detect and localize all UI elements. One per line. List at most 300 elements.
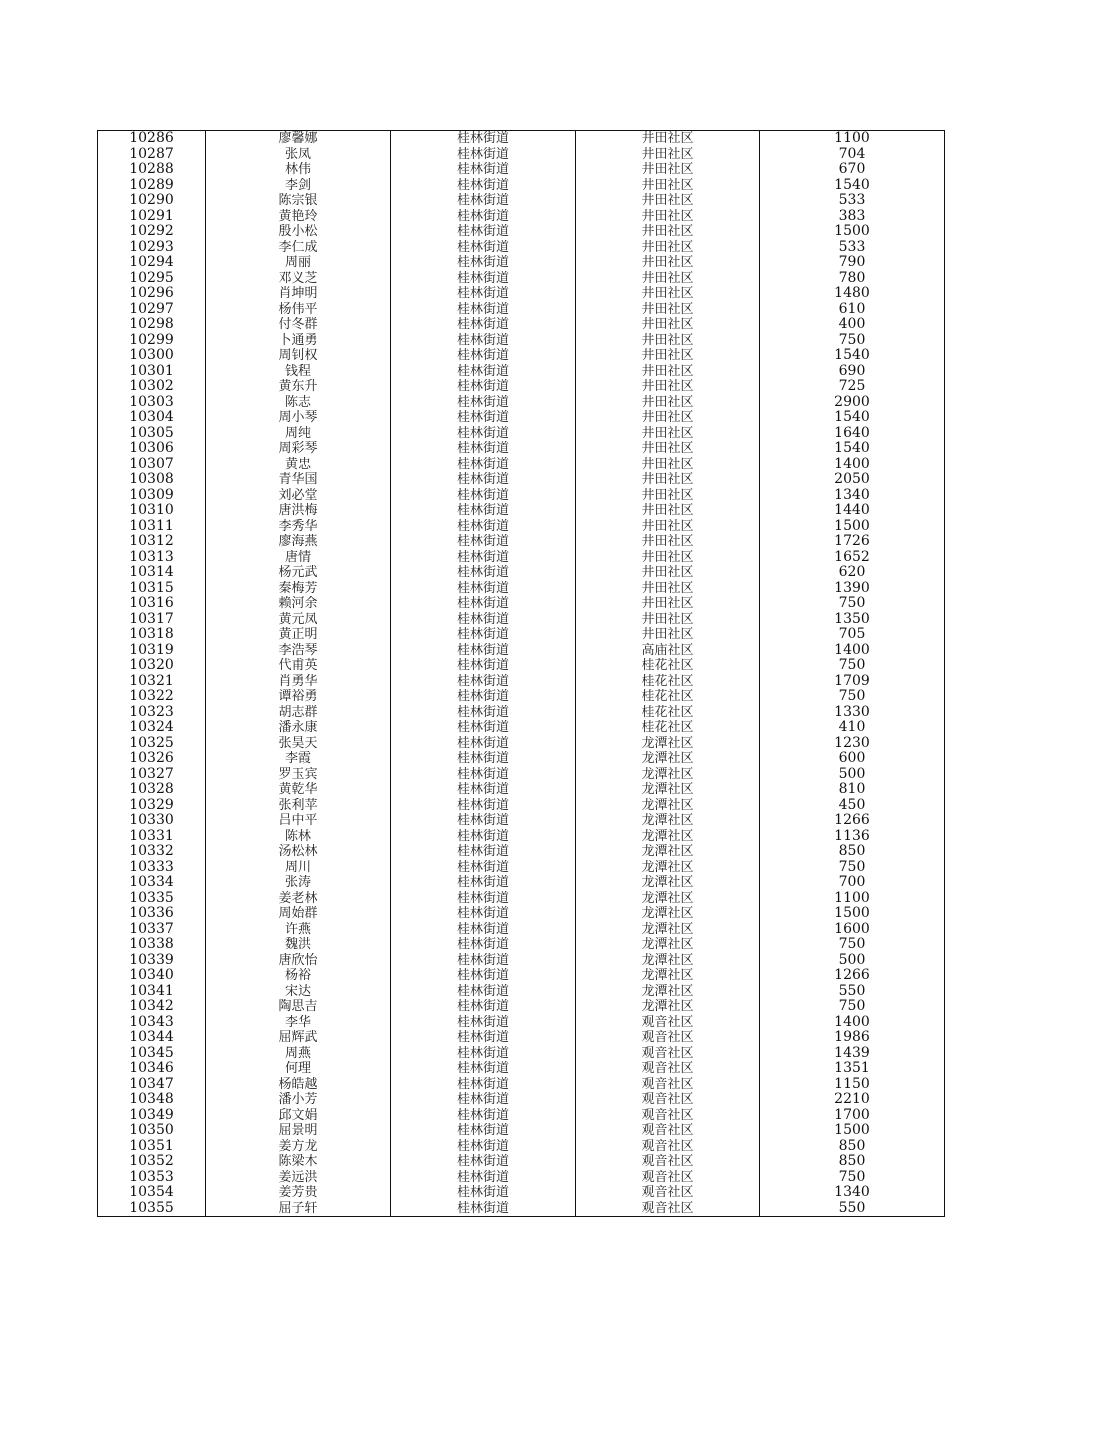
community-cell: 井田社区: [576, 519, 760, 535]
community-cell: 龙潭社区: [576, 782, 760, 798]
name-cell: 青华国: [206, 472, 391, 488]
amount-cell: 750: [760, 860, 945, 876]
row-id-cell: 10349: [98, 1108, 206, 1124]
table-row: [98, 410, 945, 426]
row-id-cell: 10353: [98, 1170, 206, 1186]
table-row: [98, 534, 945, 550]
table-row: [98, 1092, 945, 1108]
row-id-cell: 10343: [98, 1015, 206, 1031]
row-id-cell: 10306: [98, 441, 206, 457]
table-row: [98, 1201, 945, 1217]
name-cell: 李剑: [206, 178, 391, 194]
community-cell: 桂花社区: [576, 720, 760, 736]
name-cell: 钱程: [206, 364, 391, 380]
row-id-cell: 10326: [98, 751, 206, 767]
street-cell: 桂林街道: [391, 178, 576, 194]
amount-cell: 1500: [760, 1123, 945, 1139]
community-cell: 井田社区: [576, 317, 760, 333]
street-cell: 桂林街道: [391, 581, 576, 597]
amount-cell: 2050: [760, 472, 945, 488]
street-cell: 桂林街道: [391, 736, 576, 752]
amount-cell: 690: [760, 364, 945, 380]
amount-cell: 533: [760, 240, 945, 256]
community-cell: 龙潭社区: [576, 891, 760, 907]
row-id-cell: 10347: [98, 1077, 206, 1093]
street-cell: 桂林街道: [391, 705, 576, 721]
amount-cell: 1390: [760, 581, 945, 597]
community-cell: 井田社区: [576, 271, 760, 287]
community-cell: 桂花社区: [576, 689, 760, 705]
table-row: [98, 364, 945, 380]
amount-cell: 700: [760, 875, 945, 891]
name-cell: 黄元凤: [206, 612, 391, 628]
community-cell: 井田社区: [576, 131, 760, 147]
amount-cell: 850: [760, 844, 945, 860]
table-row: [98, 612, 945, 628]
street-cell: 桂林街道: [391, 906, 576, 922]
row-id-cell: 10332: [98, 844, 206, 860]
street-cell: 桂林街道: [391, 829, 576, 845]
table-row: [98, 178, 945, 194]
amount-cell: 1350: [760, 612, 945, 628]
name-cell: 黄艳玲: [206, 209, 391, 225]
name-cell: 唐洪梅: [206, 503, 391, 519]
name-cell: 邓义芝: [206, 271, 391, 287]
row-id-cell: 10310: [98, 503, 206, 519]
community-cell: 观音社区: [576, 1123, 760, 1139]
street-cell: 桂林街道: [391, 1185, 576, 1201]
table-row: [98, 1139, 945, 1155]
table-row: [98, 426, 945, 442]
table-row: [98, 131, 945, 147]
row-id-cell: 10290: [98, 193, 206, 209]
name-cell: 李秀华: [206, 519, 391, 535]
street-cell: 桂林街道: [391, 379, 576, 395]
row-id-cell: 10344: [98, 1030, 206, 1046]
amount-cell: 1340: [760, 1185, 945, 1201]
amount-cell: 400: [760, 317, 945, 333]
community-cell: 井田社区: [576, 534, 760, 550]
name-cell: 陶思吉: [206, 999, 391, 1015]
community-cell: 桂花社区: [576, 658, 760, 674]
street-cell: 桂林街道: [391, 1092, 576, 1108]
name-cell: 廖馨娜: [206, 131, 391, 147]
name-cell: 陈林: [206, 829, 391, 845]
amount-cell: 704: [760, 147, 945, 163]
table-row: [98, 968, 945, 984]
table-row: [98, 503, 945, 519]
row-id-cell: 10303: [98, 395, 206, 411]
table-row: [98, 922, 945, 938]
community-cell: 龙潭社区: [576, 906, 760, 922]
table-row: [98, 906, 945, 922]
spreadsheet-page: [97, 130, 944, 1217]
name-cell: 姜远洪: [206, 1170, 391, 1186]
name-cell: 谭裕勇: [206, 689, 391, 705]
name-cell: 汤松林: [206, 844, 391, 860]
amount-cell: 1540: [760, 441, 945, 457]
table-row: [98, 224, 945, 240]
amount-cell: 1640: [760, 426, 945, 442]
row-id-cell: 10309: [98, 488, 206, 504]
name-cell: 何理: [206, 1061, 391, 1077]
street-cell: 桂林街道: [391, 612, 576, 628]
amount-cell: 1439: [760, 1046, 945, 1062]
row-id-cell: 10346: [98, 1061, 206, 1077]
name-cell: 屈辉武: [206, 1030, 391, 1046]
amount-cell: 1652: [760, 550, 945, 566]
community-cell: 龙潭社区: [576, 875, 760, 891]
street-cell: 桂林街道: [391, 875, 576, 891]
table-row: [98, 689, 945, 705]
name-cell: 张昊天: [206, 736, 391, 752]
row-id-cell: 10336: [98, 906, 206, 922]
community-cell: 井田社区: [576, 395, 760, 411]
name-cell: 姜方龙: [206, 1139, 391, 1155]
street-cell: 桂林街道: [391, 519, 576, 535]
row-id-cell: 10321: [98, 674, 206, 690]
street-cell: 桂林街道: [391, 953, 576, 969]
name-cell: 廖海燕: [206, 534, 391, 550]
community-cell: 龙潭社区: [576, 813, 760, 829]
table-row: [98, 674, 945, 690]
name-cell: 周川: [206, 860, 391, 876]
name-cell: 张涛: [206, 875, 391, 891]
street-cell: 桂林街道: [391, 224, 576, 240]
table-row: [98, 379, 945, 395]
community-cell: 龙潭社区: [576, 751, 760, 767]
amount-cell: 1266: [760, 813, 945, 829]
community-cell: 高庙社区: [576, 643, 760, 659]
table-row: [98, 1015, 945, 1031]
row-id-cell: 10300: [98, 348, 206, 364]
table-row: [98, 472, 945, 488]
amount-cell: 1986: [760, 1030, 945, 1046]
community-cell: 桂花社区: [576, 705, 760, 721]
community-cell: 井田社区: [576, 178, 760, 194]
table-row: [98, 767, 945, 783]
community-cell: 龙潭社区: [576, 999, 760, 1015]
name-cell: 唐情: [206, 550, 391, 566]
amount-cell: 1100: [760, 891, 945, 907]
table-row: [98, 1170, 945, 1186]
community-cell: 井田社区: [576, 379, 760, 395]
table-row: [98, 519, 945, 535]
community-cell: 井田社区: [576, 627, 760, 643]
table-row: [98, 565, 945, 581]
name-cell: 肖坤明: [206, 286, 391, 302]
table-row: [98, 333, 945, 349]
row-id-cell: 10295: [98, 271, 206, 287]
table-row: [98, 875, 945, 891]
street-cell: 桂林街道: [391, 627, 576, 643]
row-id-cell: 10341: [98, 984, 206, 1000]
amount-cell: 500: [760, 953, 945, 969]
community-cell: 龙潭社区: [576, 922, 760, 938]
street-cell: 桂林街道: [391, 441, 576, 457]
row-id-cell: 10288: [98, 162, 206, 178]
amount-cell: 600: [760, 751, 945, 767]
name-cell: 肖勇华: [206, 674, 391, 690]
street-cell: 桂林街道: [391, 209, 576, 225]
row-id-cell: 10329: [98, 798, 206, 814]
street-cell: 桂林街道: [391, 286, 576, 302]
row-id-cell: 10322: [98, 689, 206, 705]
row-id-cell: 10328: [98, 782, 206, 798]
amount-cell: 750: [760, 658, 945, 674]
community-cell: 龙潭社区: [576, 860, 760, 876]
row-id-cell: 10304: [98, 410, 206, 426]
community-cell: 井田社区: [576, 162, 760, 178]
table-row: [98, 286, 945, 302]
street-cell: 桂林街道: [391, 720, 576, 736]
row-id-cell: 10287: [98, 147, 206, 163]
amount-cell: 750: [760, 333, 945, 349]
street-cell: 桂林街道: [391, 565, 576, 581]
amount-cell: 1400: [760, 457, 945, 473]
name-cell: 潘永康: [206, 720, 391, 736]
table-row: [98, 984, 945, 1000]
community-cell: 井田社区: [576, 472, 760, 488]
row-id-cell: 10338: [98, 937, 206, 953]
row-id-cell: 10286: [98, 131, 206, 147]
community-cell: 井田社区: [576, 302, 760, 318]
community-cell: 井田社区: [576, 286, 760, 302]
row-id-cell: 10311: [98, 519, 206, 535]
amount-cell: 750: [760, 999, 945, 1015]
amount-cell: 1726: [760, 534, 945, 550]
community-cell: 井田社区: [576, 364, 760, 380]
street-cell: 桂林街道: [391, 147, 576, 163]
amount-cell: 850: [760, 1154, 945, 1170]
name-cell: 周钊权: [206, 348, 391, 364]
row-id-cell: 10316: [98, 596, 206, 612]
amount-cell: 750: [760, 1170, 945, 1186]
name-cell: 李仁成: [206, 240, 391, 256]
amount-cell: 500: [760, 767, 945, 783]
amount-cell: 410: [760, 720, 945, 736]
name-cell: 林伟: [206, 162, 391, 178]
street-cell: 桂林街道: [391, 162, 576, 178]
table-row: [98, 302, 945, 318]
street-cell: 桂林街道: [391, 1015, 576, 1031]
table-row: [98, 813, 945, 829]
community-cell: 观音社区: [576, 1108, 760, 1124]
name-cell: 杨伟平: [206, 302, 391, 318]
row-id-cell: 10351: [98, 1139, 206, 1155]
street-cell: 桂林街道: [391, 364, 576, 380]
amount-cell: 1540: [760, 410, 945, 426]
row-id-cell: 10333: [98, 860, 206, 876]
name-cell: 魏洪: [206, 937, 391, 953]
community-cell: 井田社区: [576, 581, 760, 597]
table-row: [98, 1030, 945, 1046]
name-cell: 黄正明: [206, 627, 391, 643]
row-id-cell: 10301: [98, 364, 206, 380]
amount-cell: 1150: [760, 1077, 945, 1093]
amount-cell: 750: [760, 689, 945, 705]
row-id-cell: 10308: [98, 472, 206, 488]
amount-cell: 1500: [760, 519, 945, 535]
name-cell: 杨皓越: [206, 1077, 391, 1093]
street-cell: 桂林街道: [391, 937, 576, 953]
community-cell: 井田社区: [576, 565, 760, 581]
street-cell: 桂林街道: [391, 255, 576, 271]
table-row: [98, 193, 945, 209]
row-id-cell: 10292: [98, 224, 206, 240]
table-row: [98, 844, 945, 860]
name-cell: 邱文娟: [206, 1108, 391, 1124]
name-cell: 周燕: [206, 1046, 391, 1062]
row-id-cell: 10354: [98, 1185, 206, 1201]
table-row: [98, 596, 945, 612]
amount-cell: 1330: [760, 705, 945, 721]
name-cell: 卜通勇: [206, 333, 391, 349]
amount-cell: 1440: [760, 503, 945, 519]
table-row: [98, 1154, 945, 1170]
table-row: [98, 209, 945, 225]
name-cell: 陈梁木: [206, 1154, 391, 1170]
table-row: [98, 891, 945, 907]
street-cell: 桂林街道: [391, 426, 576, 442]
street-cell: 桂林街道: [391, 860, 576, 876]
community-cell: 龙潭社区: [576, 844, 760, 860]
community-cell: 龙潭社区: [576, 968, 760, 984]
row-id-cell: 10319: [98, 643, 206, 659]
name-cell: 李华: [206, 1015, 391, 1031]
row-id-cell: 10337: [98, 922, 206, 938]
table-row: [98, 581, 945, 597]
amount-cell: 1136: [760, 829, 945, 845]
community-cell: 井田社区: [576, 348, 760, 364]
community-cell: 井田社区: [576, 426, 760, 442]
name-cell: 黄乾华: [206, 782, 391, 798]
street-cell: 桂林街道: [391, 1061, 576, 1077]
community-cell: 井田社区: [576, 441, 760, 457]
street-cell: 桂林街道: [391, 596, 576, 612]
street-cell: 桂林街道: [391, 1077, 576, 1093]
amount-cell: 850: [760, 1139, 945, 1155]
name-cell: 屈子轩: [206, 1201, 391, 1217]
community-cell: 井田社区: [576, 147, 760, 163]
row-id-cell: 10293: [98, 240, 206, 256]
amount-cell: 1351: [760, 1061, 945, 1077]
table-row: [98, 999, 945, 1015]
street-cell: 桂林街道: [391, 503, 576, 519]
street-cell: 桂林街道: [391, 674, 576, 690]
row-id-cell: 10348: [98, 1092, 206, 1108]
table-row: [98, 1077, 945, 1093]
community-cell: 井田社区: [576, 240, 760, 256]
amount-cell: 550: [760, 1201, 945, 1217]
row-id-cell: 10315: [98, 581, 206, 597]
street-cell: 桂林街道: [391, 193, 576, 209]
name-cell: 张利苹: [206, 798, 391, 814]
community-cell: 观音社区: [576, 1046, 760, 1062]
data-table: [97, 130, 945, 1217]
table-row: [98, 751, 945, 767]
amount-cell: 1100: [760, 131, 945, 147]
amount-cell: 780: [760, 271, 945, 287]
table-row: [98, 457, 945, 473]
street-cell: 桂林街道: [391, 395, 576, 411]
table-row: [98, 1046, 945, 1062]
name-cell: 周纯: [206, 426, 391, 442]
table-row: [98, 1108, 945, 1124]
street-cell: 桂林街道: [391, 1123, 576, 1139]
community-cell: 观音社区: [576, 1077, 760, 1093]
row-id-cell: 10312: [98, 534, 206, 550]
table-row: [98, 953, 945, 969]
street-cell: 桂林街道: [391, 782, 576, 798]
community-cell: 井田社区: [576, 488, 760, 504]
row-id-cell: 10298: [98, 317, 206, 333]
amount-cell: 1709: [760, 674, 945, 690]
name-cell: 周彩琴: [206, 441, 391, 457]
amount-cell: 550: [760, 984, 945, 1000]
amount-cell: 1540: [760, 348, 945, 364]
community-cell: 井田社区: [576, 255, 760, 271]
street-cell: 桂林街道: [391, 348, 576, 364]
row-id-cell: 10313: [98, 550, 206, 566]
table-row: [98, 240, 945, 256]
row-id-cell: 10325: [98, 736, 206, 752]
community-cell: 井田社区: [576, 503, 760, 519]
community-cell: 井田社区: [576, 224, 760, 240]
street-cell: 桂林街道: [391, 1046, 576, 1062]
name-cell: 许燕: [206, 922, 391, 938]
community-cell: 桂花社区: [576, 674, 760, 690]
table-row: [98, 147, 945, 163]
table-row: [98, 658, 945, 674]
amount-cell: 1500: [760, 224, 945, 240]
table-row: [98, 488, 945, 504]
table-row: [98, 705, 945, 721]
table-row: [98, 395, 945, 411]
row-id-cell: 10334: [98, 875, 206, 891]
street-cell: 桂林街道: [391, 1170, 576, 1186]
row-id-cell: 10297: [98, 302, 206, 318]
community-cell: 观音社区: [576, 1139, 760, 1155]
community-cell: 观音社区: [576, 1170, 760, 1186]
table-row: [98, 1123, 945, 1139]
table-row: [98, 782, 945, 798]
community-cell: 观音社区: [576, 1154, 760, 1170]
amount-cell: 705: [760, 627, 945, 643]
street-cell: 桂林街道: [391, 534, 576, 550]
table-row: [98, 829, 945, 845]
amount-cell: 1480: [760, 286, 945, 302]
table-row: [98, 643, 945, 659]
community-cell: 井田社区: [576, 410, 760, 426]
name-cell: 赖河余: [206, 596, 391, 612]
street-cell: 桂林街道: [391, 798, 576, 814]
row-id-cell: 10307: [98, 457, 206, 473]
community-cell: 观音社区: [576, 1092, 760, 1108]
table-row: [98, 1061, 945, 1077]
amount-cell: 1266: [760, 968, 945, 984]
street-cell: 桂林街道: [391, 1030, 576, 1046]
amount-cell: 670: [760, 162, 945, 178]
name-cell: 胡志群: [206, 705, 391, 721]
street-cell: 桂林街道: [391, 333, 576, 349]
row-id-cell: 10318: [98, 627, 206, 643]
street-cell: 桂林街道: [391, 457, 576, 473]
name-cell: 周丽: [206, 255, 391, 271]
table-row: [98, 720, 945, 736]
name-cell: 张凤: [206, 147, 391, 163]
row-id-cell: 10350: [98, 1123, 206, 1139]
